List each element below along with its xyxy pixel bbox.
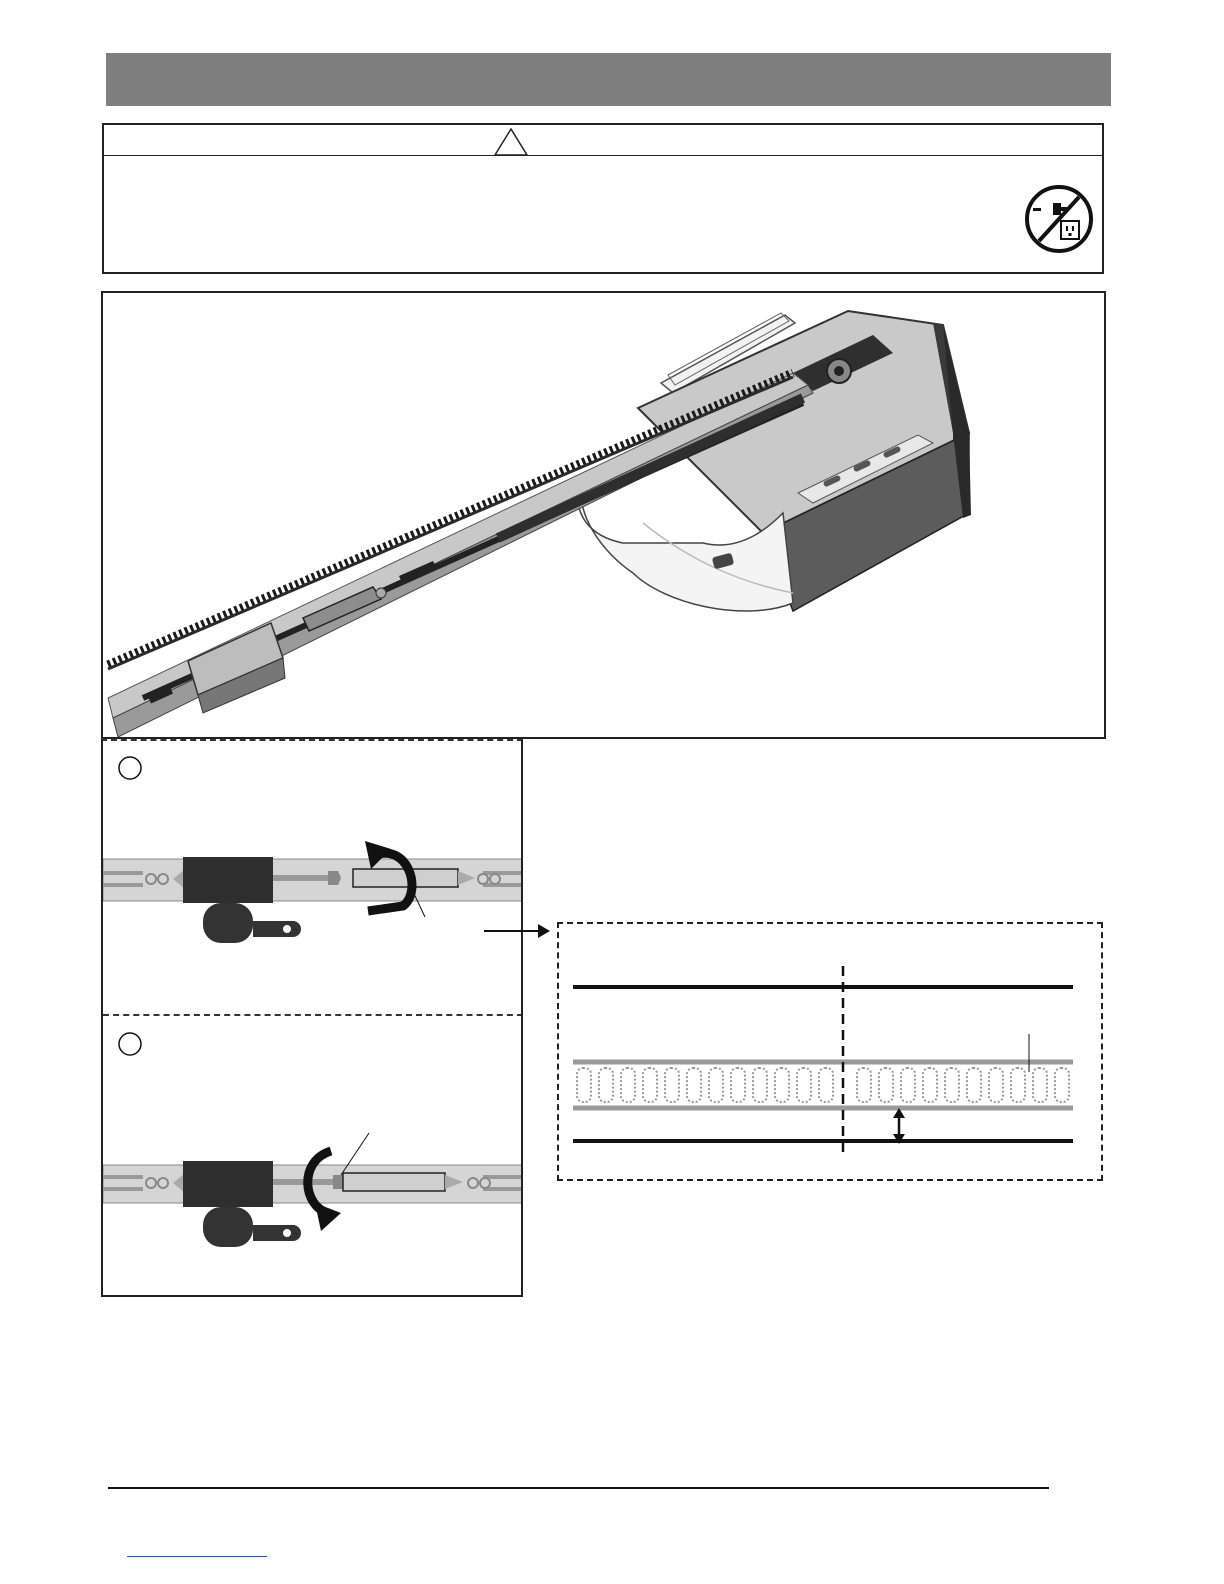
step-2-illustration [103, 1121, 523, 1261]
warning-divider [104, 155, 1102, 156]
section-header-bar [106, 53, 1111, 106]
callout-arrow-icon [482, 920, 552, 942]
step-2-marker [117, 1031, 143, 1057]
step-divider [103, 1014, 523, 1016]
no-power-plug-icon [1023, 183, 1095, 255]
step-1-marker [117, 755, 143, 781]
warning-box [102, 123, 1104, 274]
warning-triangle-icon [493, 127, 529, 157]
footer-rule [108, 1487, 1049, 1489]
belt-clearance-illustration [559, 924, 1101, 1179]
opener-rail-figure [101, 291, 1106, 739]
footer-link[interactable] [127, 1556, 267, 1557]
opener-rail-illustration [103, 293, 1104, 737]
belt-clearance-detail [557, 922, 1103, 1181]
step-1-illustration [103, 811, 523, 961]
tension-steps-panel [101, 739, 523, 1297]
